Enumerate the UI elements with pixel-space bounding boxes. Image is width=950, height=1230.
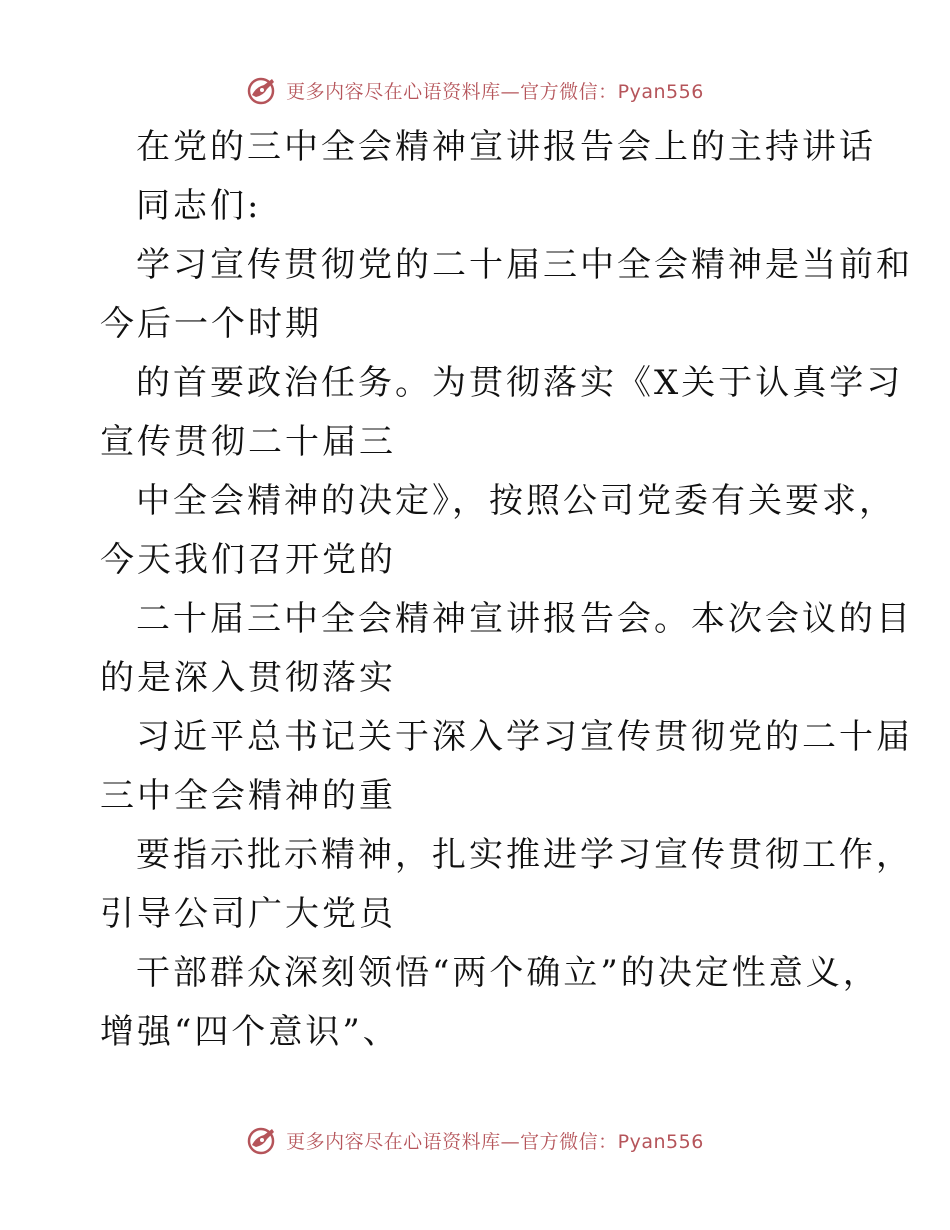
paragraph-line: 的首要政治任务。为贯彻落实《X关于认真学习 bbox=[136, 363, 904, 403]
salutation: 同志们: bbox=[136, 186, 262, 226]
wechat-account: Pyan556 bbox=[617, 1130, 704, 1153]
pen-nib-logo-icon bbox=[246, 1123, 280, 1157]
paragraph-line: 二十届三中全会精神宣讲报告会。本次会议的目 bbox=[136, 599, 913, 639]
paragraph-line: 宣传贯彻二十届三 bbox=[100, 422, 396, 462]
banner-text: 更多内容尽在心语资料库—官方微信：Pyan556 bbox=[286, 1130, 704, 1153]
document-title: 在党的三中全会精神宣讲报告会上的主持讲话 bbox=[136, 127, 876, 167]
paragraph-line: 习近平总书记关于深入学习宣传贯彻党的二十届 bbox=[136, 717, 913, 757]
pen-nib-logo-icon bbox=[246, 73, 280, 107]
banner-text: 更多内容尽在心语资料库—官方微信：Pyan556 bbox=[286, 80, 704, 103]
paragraph-line: 三中全会精神的重 bbox=[100, 776, 396, 816]
footer-banner bbox=[0, 1120, 950, 1160]
paragraph-line: 要指示批示精神，扎实推进学习宣传贯彻工作， bbox=[136, 835, 913, 875]
header-banner bbox=[0, 70, 950, 110]
paragraph-line: 学习宣传贯彻党的二十届三中全会精神是当前和 bbox=[136, 245, 913, 285]
document-body bbox=[100, 118, 913, 1062]
paragraph-line: 干部群众深刻领悟“两个确立”的决定性意义， bbox=[136, 953, 880, 993]
paragraph-line: 引导公司广大党员 bbox=[100, 894, 396, 934]
paragraph-line: 的是深入贯彻落实 bbox=[100, 658, 396, 698]
wechat-account: Pyan556 bbox=[617, 80, 704, 103]
paragraph-line: 今后一个时期 bbox=[100, 304, 322, 344]
paragraph-line: 今天我们召开党的 bbox=[100, 540, 396, 580]
paragraph-line: 中全会精神的决定》，按照公司党委有关要求， bbox=[136, 481, 896, 521]
paragraph-line: 增强“四个意识”、 bbox=[100, 1012, 400, 1052]
